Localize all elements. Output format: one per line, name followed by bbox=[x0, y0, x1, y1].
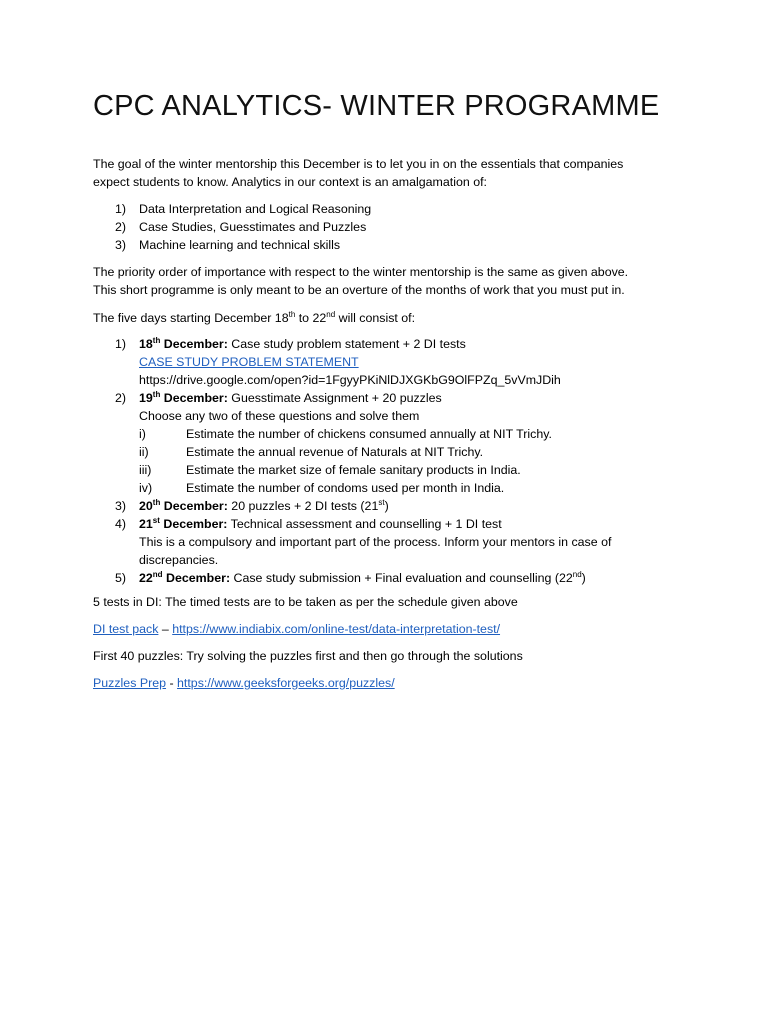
guesstimate-instruction: Choose any two of these questions and solve them bbox=[139, 409, 420, 423]
day-number: 22 bbox=[139, 571, 153, 585]
day-description: Case study submission + Final evaluation and counselling (22 bbox=[230, 571, 573, 585]
list-number: 3) bbox=[115, 238, 127, 252]
month-label: December: bbox=[159, 517, 228, 531]
month-label: December: bbox=[160, 499, 228, 513]
schedule-item-day-5 bbox=[115, 569, 675, 587]
day-label bbox=[139, 517, 227, 531]
day-description: Technical assessment and counselling + 1 DI test bbox=[227, 517, 502, 531]
note-row bbox=[115, 533, 675, 551]
day-number: 21 bbox=[139, 517, 153, 531]
separator: - bbox=[166, 676, 178, 690]
di-test-pack-line bbox=[93, 620, 500, 638]
components-list bbox=[115, 200, 675, 254]
priority-line: This short programme is only meant to be an overture of the months of work that you must put in. bbox=[93, 283, 625, 297]
month-label: December: bbox=[160, 391, 228, 405]
list-text: Case Studies, Guesstimates and Puzzles bbox=[139, 220, 367, 234]
list-number: 3) bbox=[115, 499, 127, 513]
schedule-item-day-1 bbox=[115, 335, 675, 353]
day-description: Case study problem statement + 2 DI tests bbox=[227, 337, 466, 351]
list-text: Machine learning and technical skills bbox=[139, 238, 341, 252]
ordinal-suffix: th bbox=[152, 498, 161, 507]
schedule-intro bbox=[93, 309, 415, 327]
sub-list-item bbox=[115, 425, 675, 443]
separator: – bbox=[158, 622, 173, 636]
geeksforgeeks-url-link[interactable]: https://www.geeksforgeeks.org/puzzles/ bbox=[177, 676, 395, 690]
ordinal-suffix: th bbox=[152, 390, 161, 399]
schedule-list bbox=[115, 335, 675, 587]
list-number: 1) bbox=[115, 337, 127, 351]
ordinal-suffix: th bbox=[152, 336, 161, 345]
day-label bbox=[139, 337, 228, 351]
day-number: 19 bbox=[139, 391, 153, 405]
ordinal-suffix: nd bbox=[152, 570, 163, 579]
question-text: Estimate the annual revenue of Naturals at NIT Trichy. bbox=[186, 445, 484, 459]
priority-paragraph bbox=[93, 263, 628, 299]
drive-url: https://drive.google.com/open?id=1FgyyPKiNlDJXGKbG9OlFPZq_5vVmJDih bbox=[139, 373, 561, 387]
schedule-intro-text: will consist of: bbox=[335, 311, 416, 325]
intro-paragraph bbox=[93, 155, 623, 191]
roman-number: i) bbox=[139, 427, 146, 441]
puzzles-note: First 40 puzzles: Try solving the puzzles first and then go through the solutions bbox=[93, 649, 523, 663]
priority-line: The priority order of importance with respect to the winter mentorship is the same as given above. bbox=[93, 265, 629, 279]
day-label bbox=[139, 571, 230, 585]
list-item bbox=[115, 200, 675, 218]
roman-number: ii) bbox=[139, 445, 149, 459]
schedule-item-day-3 bbox=[115, 497, 675, 515]
list-item bbox=[115, 218, 675, 236]
ordinal-suffix: st bbox=[152, 516, 160, 525]
roman-number: iv) bbox=[139, 481, 153, 495]
case-study-link-row bbox=[115, 353, 675, 371]
page-title: CPC ANALYTICS- WINTER PROGRAMME bbox=[93, 90, 660, 122]
instruction-row bbox=[115, 407, 675, 425]
day-4-note: This is a compulsory and important part of the process. Inform your mentors in case of bbox=[139, 535, 612, 549]
tests-note: 5 tests in DI: The timed tests are to be taken as per the schedule given above bbox=[93, 595, 518, 609]
roman-number: iii) bbox=[139, 463, 152, 477]
list-number: 2) bbox=[115, 391, 127, 405]
schedule-intro-text: to 22 bbox=[295, 311, 327, 325]
drive-url-row bbox=[115, 371, 675, 389]
di-test-pack-link[interactable]: DI test pack bbox=[93, 622, 159, 636]
ordinal-suffix: nd bbox=[326, 310, 336, 319]
list-number: 1) bbox=[115, 202, 127, 216]
ordinal-suffix: st bbox=[378, 498, 385, 507]
question-text: Estimate the market size of female sanitary products in India. bbox=[186, 463, 521, 477]
intro-line: The goal of the winter mentorship this December is to let you in on the essentials that companies bbox=[93, 157, 624, 171]
schedule-item-day-4 bbox=[115, 515, 675, 533]
intro-line: expect students to know. Analytics in our context is an amalgamation of: bbox=[93, 175, 487, 189]
sub-list-item bbox=[115, 461, 675, 479]
list-number: 4) bbox=[115, 517, 127, 531]
case-study-link[interactable]: CASE STUDY PROBLEM STATEMENT bbox=[139, 355, 359, 369]
closing-paren: ) bbox=[384, 499, 389, 513]
sub-list-item bbox=[115, 479, 675, 497]
ordinal-suffix: nd bbox=[572, 570, 582, 579]
puzzles-prep-link[interactable]: Puzzles Prep bbox=[93, 676, 167, 690]
question-text: Estimate the number of chickens consumed annually at NIT Trichy. bbox=[186, 427, 552, 441]
month-label: December: bbox=[162, 571, 231, 585]
list-item bbox=[115, 236, 675, 254]
list-number: 5) bbox=[115, 571, 127, 585]
day-description: 20 puzzles + 2 DI tests (21 bbox=[227, 499, 379, 513]
ordinal-suffix: th bbox=[288, 310, 296, 319]
day-description: Guesstimate Assignment + 20 puzzles bbox=[227, 391, 442, 405]
indiabix-url-link[interactable]: https://www.indiabix.com/online-test/data-interpretation-test/ bbox=[172, 622, 501, 636]
schedule-item-day-2 bbox=[115, 389, 675, 407]
day-label bbox=[139, 499, 228, 513]
list-text: Data Interpretation and Logical Reasoning bbox=[139, 202, 372, 216]
month-label: December: bbox=[160, 337, 228, 351]
puzzles-prep-line bbox=[93, 674, 395, 692]
sub-list-item bbox=[115, 443, 675, 461]
day-number: 20 bbox=[139, 499, 153, 513]
note-row bbox=[115, 551, 675, 569]
list-number: 2) bbox=[115, 220, 127, 234]
question-text: Estimate the number of condoms used per month in India. bbox=[186, 481, 505, 495]
closing-paren: ) bbox=[581, 571, 586, 585]
day-label bbox=[139, 391, 228, 405]
schedule-intro-text: The five days starting December 18 bbox=[93, 311, 289, 325]
day-number: 18 bbox=[139, 337, 153, 351]
day-4-note: discrepancies. bbox=[139, 553, 219, 567]
